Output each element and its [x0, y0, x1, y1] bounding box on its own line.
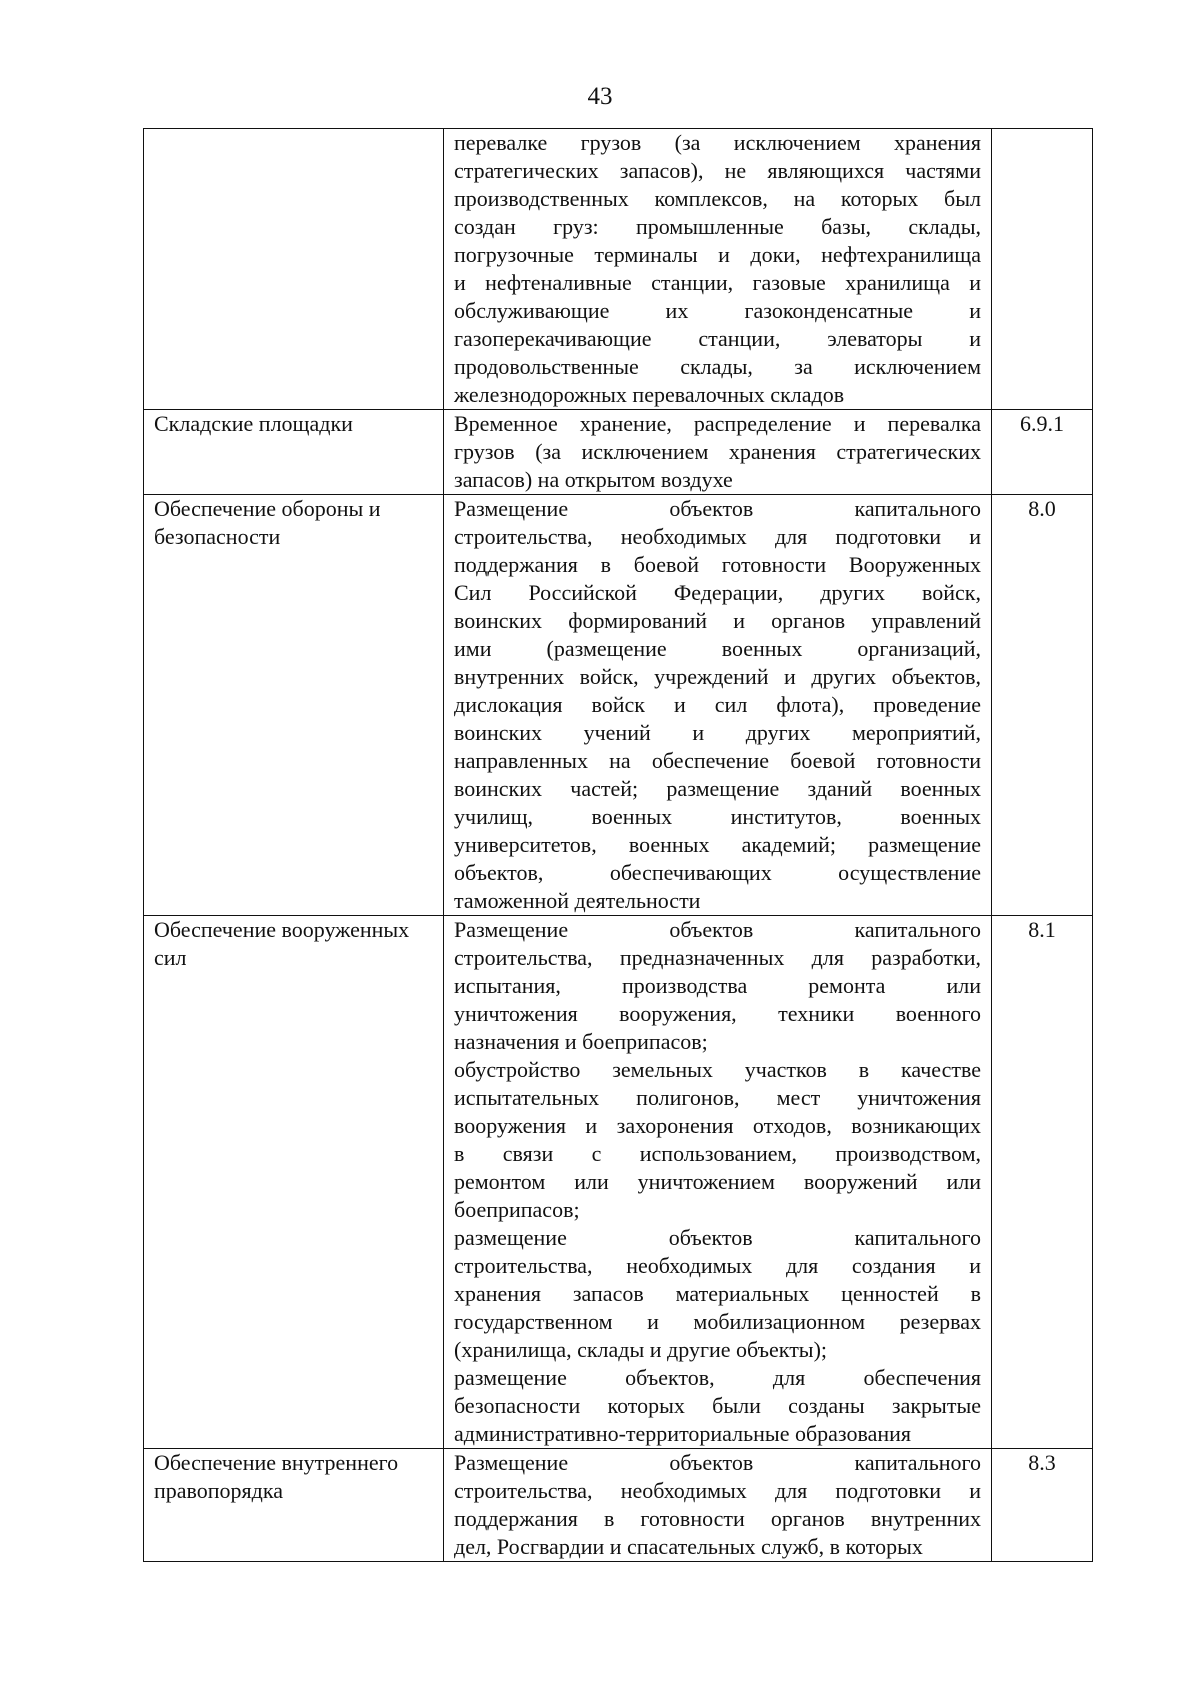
land-use-code — [992, 129, 1093, 410]
description-line: обслуживающие их газоконденсатные и — [454, 298, 981, 323]
description-line: размещение объектов капитального — [454, 1225, 981, 1250]
description-line: испытательных полигонов, мест уничтожения — [454, 1085, 981, 1110]
description-line: государственном и мобилизационном резервах — [454, 1309, 981, 1334]
land-use-name — [144, 129, 444, 410]
description-line: объектов, обеспечивающих осуществление — [454, 860, 981, 885]
description-line: строительства, необходимых для подготовки и — [454, 524, 981, 549]
description-line: поддержания в боевой готовности Вооруженных — [454, 552, 981, 577]
table-row — [144, 916, 1093, 1449]
description-line: безопасности которых были созданы закрытые — [454, 1393, 981, 1418]
land-use-name: Обеспечение обороны и безопасности — [144, 495, 444, 916]
description-line: в связи с использованием, производством, — [454, 1141, 981, 1166]
page-number: 43 — [587, 83, 613, 110]
description-line: грузов (за исключением хранения стратегических — [454, 439, 981, 464]
land-use-code: 8.3 — [992, 1449, 1093, 1562]
description-line: строительства, предназначенных для разработки, — [454, 945, 981, 970]
land-use-table — [143, 128, 1093, 1562]
land-use-code: 6.9.1 — [992, 410, 1093, 495]
table-row — [144, 129, 1093, 410]
description-line: воинских учений и других мероприятий, — [454, 720, 981, 745]
description-line: ими (размещение военных организаций, — [454, 636, 981, 661]
description-line: газоперекачивающие станции, элеваторы и — [454, 326, 981, 351]
description-line: запасов) на открытом воздухе — [454, 467, 733, 492]
description-line: таможенной деятельности — [454, 888, 701, 913]
description-line: дислокация войск и сил флота), проведение — [454, 692, 981, 717]
description-line: (хранилища, склады и другие объекты); — [454, 1337, 828, 1362]
description-line: обустройство земельных участков в качестве — [454, 1057, 981, 1082]
description-line: Размещение объектов капитального — [454, 1450, 981, 1475]
description-line: погрузочные терминалы и доки, нефтехранилища — [454, 242, 981, 267]
description-line: Временное хранение, распределение и перевалка — [454, 411, 981, 436]
description-line: стратегических запасов), не являющихся частями — [454, 158, 981, 183]
land-use-code: 8.1 — [992, 916, 1093, 1449]
land-use-description — [444, 916, 992, 1449]
description-line: Сил Российской Федерации, других войск, — [454, 580, 981, 605]
description-line: перевалке грузов (за исключением хранения — [454, 130, 981, 155]
description-line: строительства, необходимых для создания и — [454, 1253, 981, 1278]
land-use-description — [444, 410, 992, 495]
description-line: Размещение объектов капитального — [454, 496, 981, 521]
description-line: училищ, военных институтов, военных — [454, 804, 981, 829]
description-line: воинских частей; размещение зданий военных — [454, 776, 981, 801]
description-line: воинских формирований и органов управлений — [454, 608, 981, 633]
description-line: направленных на обеспечение боевой готовности — [454, 748, 981, 773]
description-line: внутренних войск, учреждений и других объектов, — [454, 664, 981, 689]
description-line: размещение объектов, для обеспечения — [454, 1365, 981, 1390]
description-line: Размещение объектов капитального — [454, 917, 981, 942]
description-line: вооружения и захоронения отходов, возникающих — [454, 1113, 981, 1138]
description-line: строительства, необходимых для подготовки и — [454, 1478, 981, 1503]
description-line: назначения и боеприпасов; — [454, 1029, 708, 1054]
land-use-description — [444, 129, 992, 410]
description-line: продовольственные склады, за исключением — [454, 354, 981, 379]
description-line: хранения запасов материальных ценностей в — [454, 1281, 981, 1306]
land-use-code: 8.0 — [992, 495, 1093, 916]
description-line: ремонтом или уничтожением вооружений или — [454, 1169, 981, 1194]
description-line: поддержания в готовности органов внутренних — [454, 1506, 981, 1531]
description-line: административно-территориальные образования — [454, 1421, 912, 1446]
land-use-name: Обеспечение вооруженных сил — [144, 916, 444, 1449]
table-row — [144, 1449, 1093, 1562]
description-line: и нефтеналивные станции, газовые хранилища и — [454, 270, 981, 295]
description-line: боеприпасов; — [454, 1197, 580, 1222]
description-line: испытания, производства ремонта или — [454, 973, 981, 998]
table-row — [144, 410, 1093, 495]
land-use-name: Обеспечение внутреннего правопорядка — [144, 1449, 444, 1562]
description-line: железнодорожных перевалочных складов — [454, 382, 845, 407]
land-use-description — [444, 495, 992, 916]
description-line: уничтожения вооружения, техники военного — [454, 1001, 981, 1026]
land-use-description — [444, 1449, 992, 1562]
description-line: производственных комплексов, на которых был — [454, 186, 981, 211]
description-line: создан груз: промышленные базы, склады, — [454, 214, 981, 239]
land-use-name: Складские площадки — [144, 410, 444, 495]
table-row — [144, 495, 1093, 916]
description-line: университетов, военных академий; размещение — [454, 832, 981, 857]
description-line: дел, Росгвардии и спасательных служб, в которых — [454, 1534, 923, 1559]
